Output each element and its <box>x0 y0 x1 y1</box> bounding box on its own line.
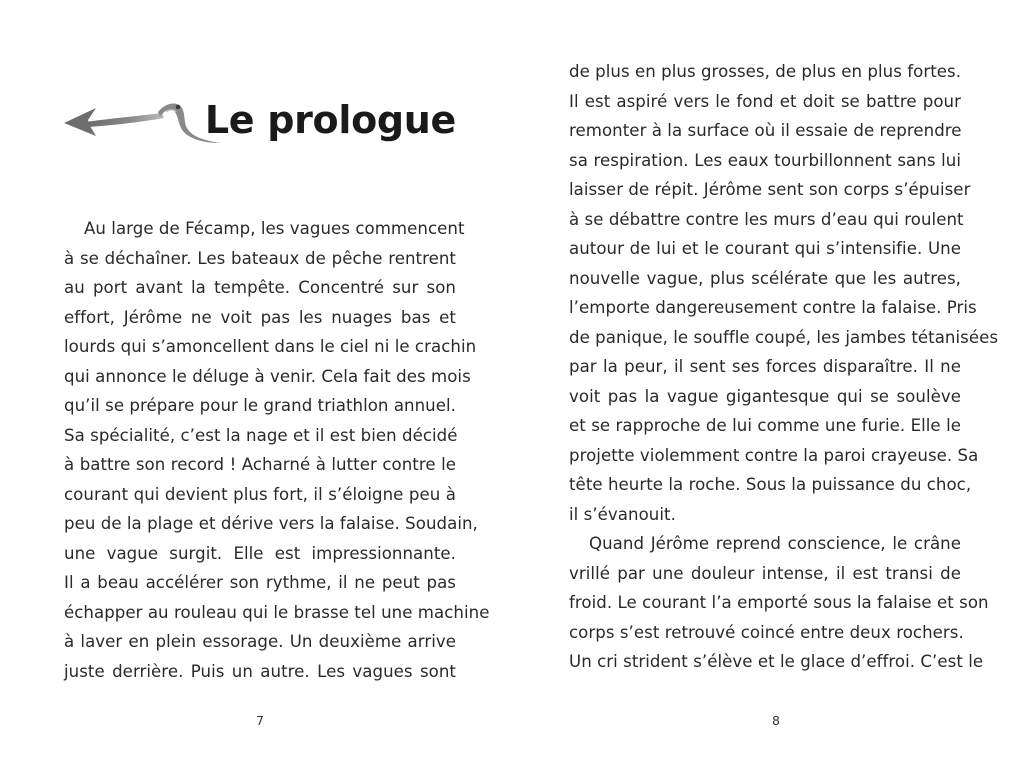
text-line: de plus en plus grosses, de plus en plus fortes. <box>569 62 962 81</box>
text-line: lourds qui s’amoncellent dans le ciel ni le crachin <box>64 337 477 356</box>
text-line: qu’il se prépare pour le grand triathlon annuel. <box>64 396 456 415</box>
text-line: échapper au rouleau qui le brasse tel une machine <box>64 602 490 622</box>
left-page-body <box>64 214 490 686</box>
page-number-right: 8 <box>772 713 780 728</box>
text-line: Quand Jérôme reprend conscience, le crâne <box>589 534 961 553</box>
right-page-body <box>569 57 999 677</box>
text-line: autour de lui et le courant qui s’intensifie. Une <box>569 239 961 258</box>
text-line: Il a beau accélérer son rythme, il ne peut pas <box>64 573 456 592</box>
text-line: corps s’est retrouvé coincé entre deux rochers. <box>569 622 964 642</box>
text-line: il s’évanouit. <box>569 504 676 524</box>
chapter-header <box>62 92 456 154</box>
text-line: une vague surgit. Elle est impressionnante. <box>64 543 456 563</box>
text-line: effort, Jérôme ne voit pas les nuages bas et <box>64 307 456 327</box>
text-line: Il est aspiré vers le fond et doit se battre pour <box>569 91 961 111</box>
text-line: qui annonce le déluge à venir. Cela fait des mois <box>64 366 471 386</box>
text-line: tête heurte la roche. Sous la puissance du choc, <box>569 475 972 494</box>
text-line: à battre son record ! Acharné à lutter contre le <box>64 455 456 474</box>
text-line: l’emporte dangereusement contre la falaise. Pris <box>569 298 977 317</box>
text-line: de panique, le souffle coupé, les jambes tétanisées <box>569 327 999 347</box>
text-line: laisser de répit. Jérôme sent son corps s’épuiser <box>569 180 971 199</box>
page-number-left: 7 <box>256 713 264 728</box>
text-line: à se débattre contre les murs d’eau qui roulent <box>569 209 964 229</box>
text-line: et se rapproche de lui comme une furie. Elle le <box>569 416 961 435</box>
text-line: au port avant la tempête. Concentré sur son <box>64 278 456 297</box>
text-line: Au large de Fécamp, les vagues commencent <box>84 219 465 238</box>
text-line: à laver en plein essorage. Un deuxième arrive <box>64 632 456 651</box>
text-line: à se déchaîner. Les bateaux de pêche rentrent <box>64 248 456 268</box>
text-line: courant qui devient plus fort, il s’éloigne peu à <box>64 484 456 504</box>
text-line: juste derrière. Puis un autre. Les vagues sont <box>64 661 456 681</box>
text-line: vrillé par une douleur intense, il est transi de <box>569 563 961 583</box>
text-line: Sa spécialité, c’est la nage et il est bien décidé <box>64 425 458 445</box>
text-line: peu de la plage et dérive vers la falaise. Soudain, <box>64 514 478 533</box>
text-line: voit pas la vague gigantesque qui se soulève <box>569 386 961 406</box>
text-line: remonter à la surface où il essaie de reprendre <box>569 121 962 140</box>
text-line: nouvelle vague, plus scélérate que les autres, <box>569 268 961 288</box>
text-line: projette violemment contre la paroi crayeuse. Sa <box>569 445 979 465</box>
text-line: Un cri strident s’élève et le glace d’effroi. C’est le <box>569 652 984 671</box>
harpoon-arrow-icon <box>62 96 224 148</box>
chapter-title: Le prologue <box>204 98 456 142</box>
text-line: sa respiration. Les eaux tourbillonnent sans lui <box>569 150 961 170</box>
text-line: froid. Le courant l’a emporté sous la falaise et son <box>569 593 989 612</box>
text-line: par la peur, il sent ses forces disparaître. Il ne <box>569 357 961 376</box>
